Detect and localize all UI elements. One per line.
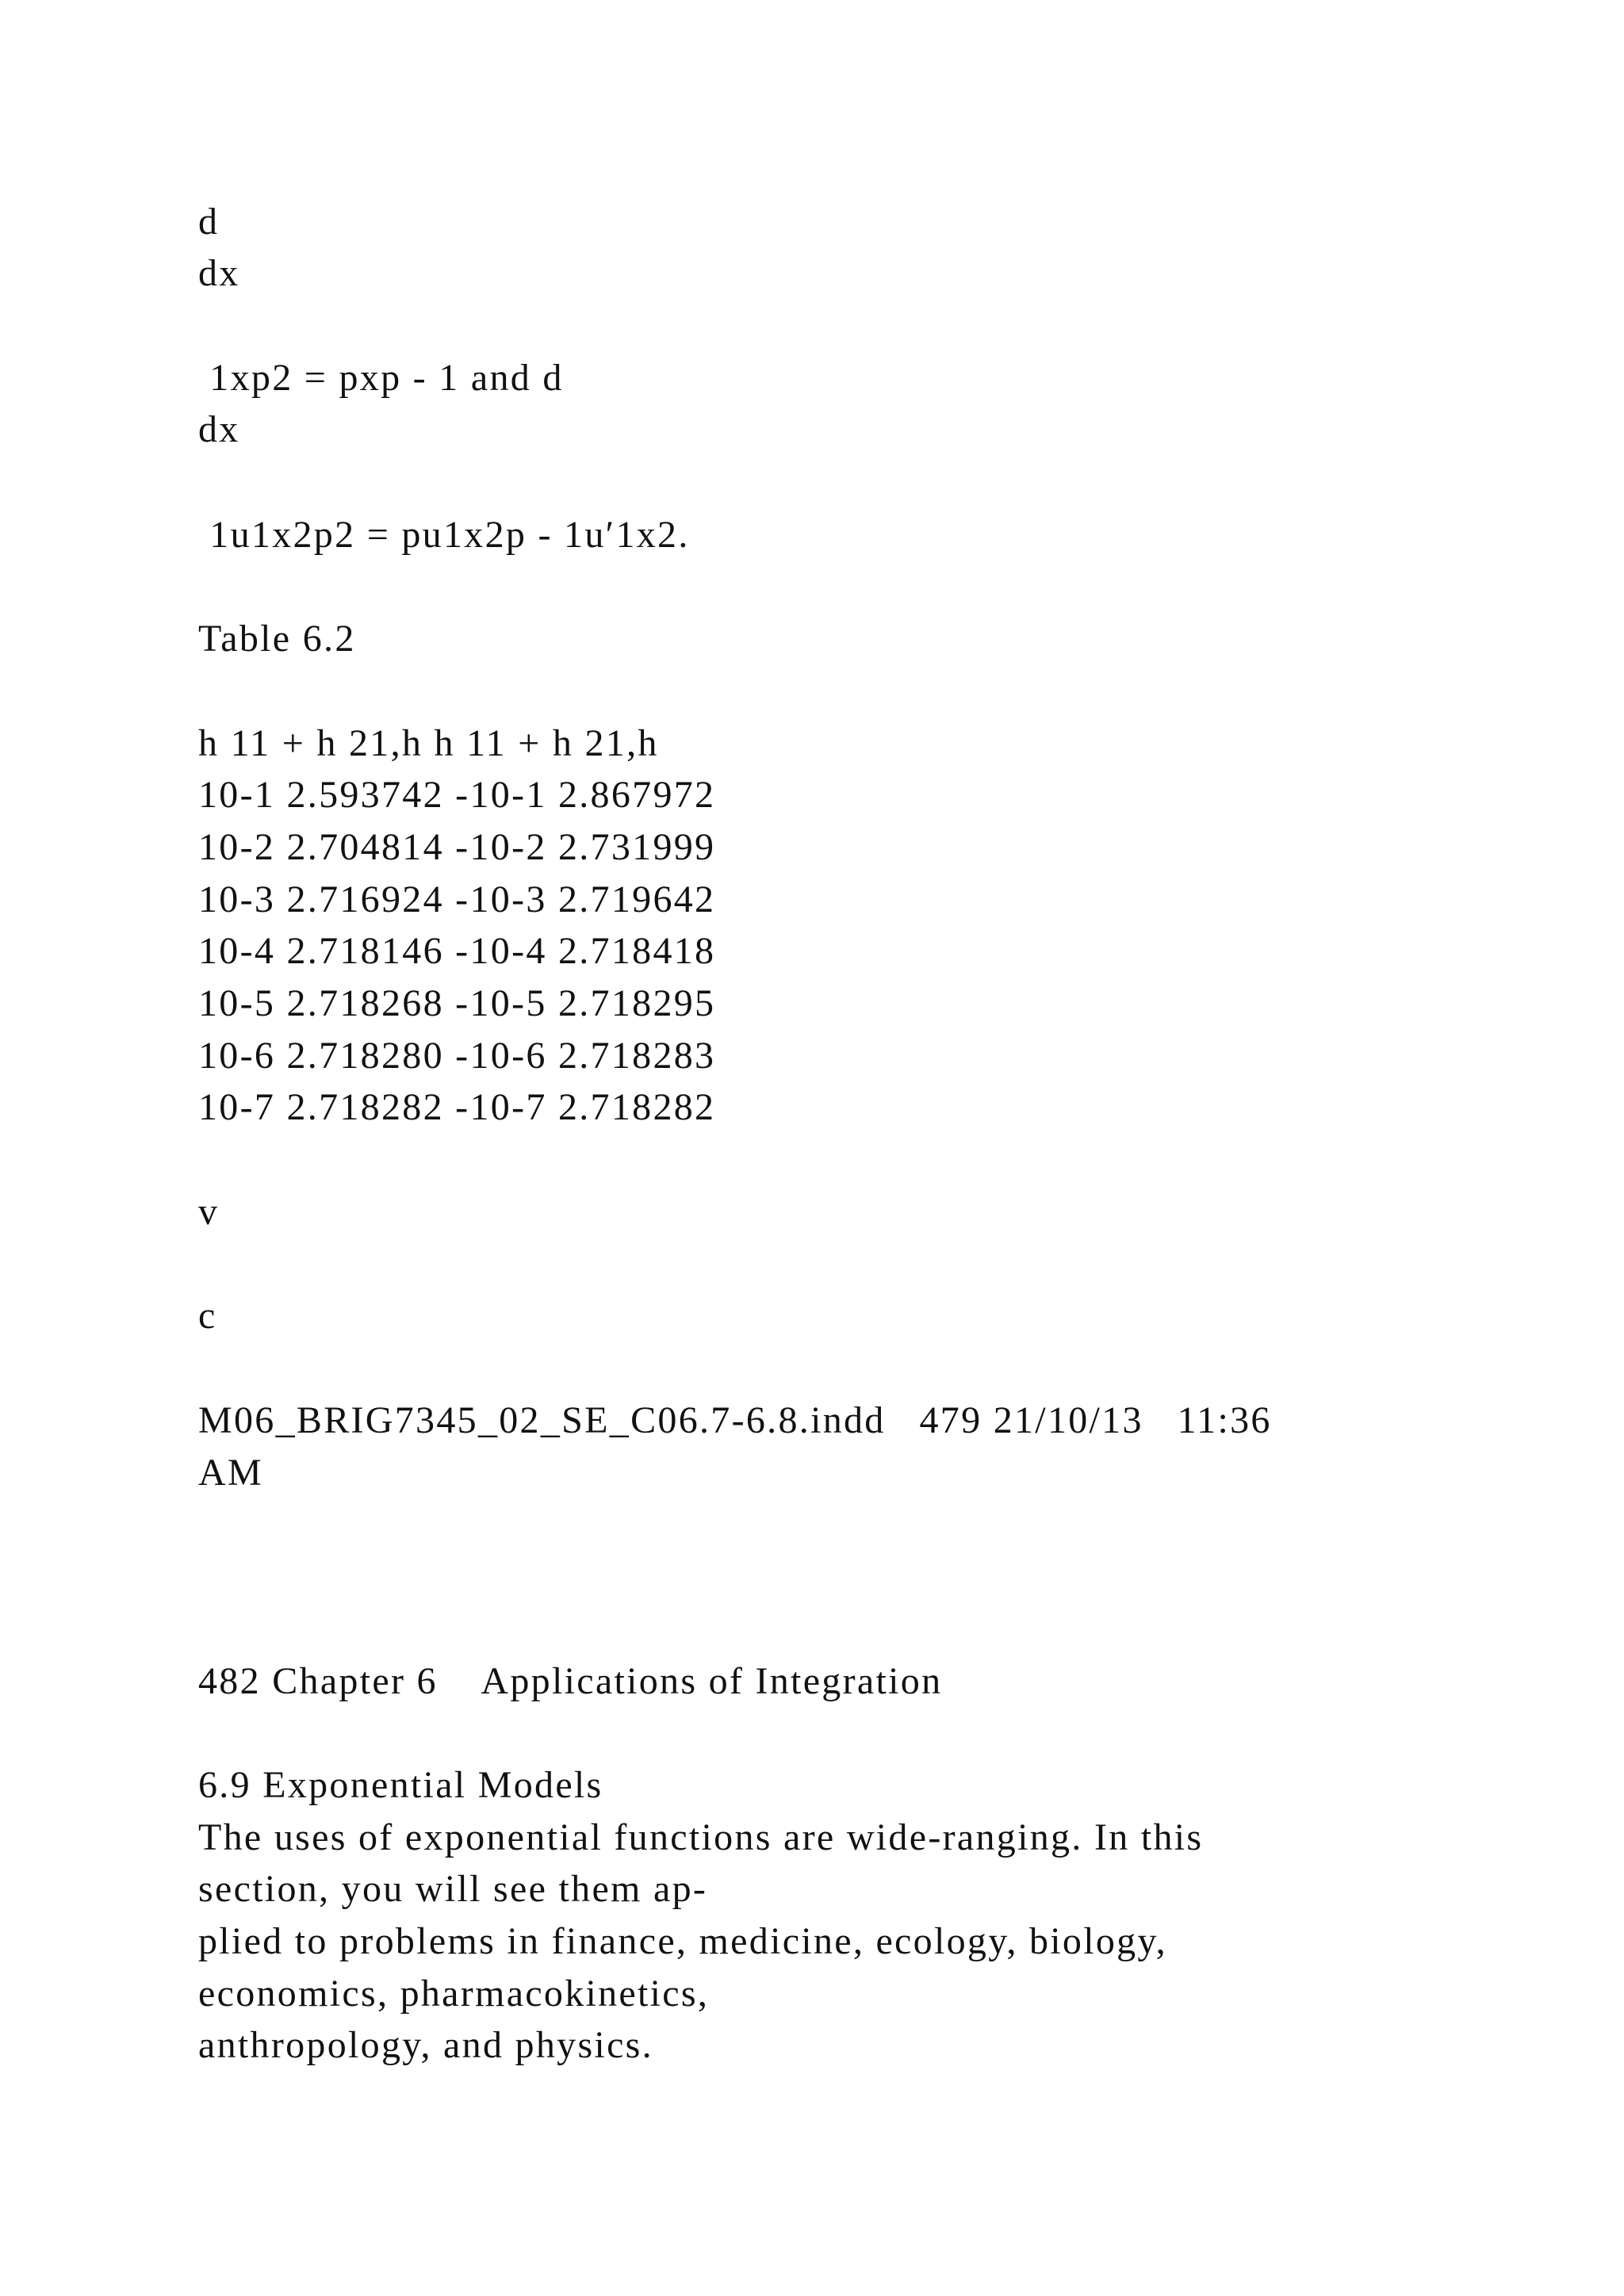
derivative-numerator-d: d xyxy=(198,201,220,243)
chain-rule-formula: 1u1x2p2 = pu1x2p - 1u′1x2. xyxy=(198,514,690,556)
table-row: 10-4 2.718146 -10-4 2.718418 xyxy=(198,930,716,972)
body-text-line: The uses of exponential functions are wide-ranging. In this xyxy=(198,1816,1204,1858)
table-row: 10-6 2.718280 -10-6 2.718283 xyxy=(198,1035,716,1077)
running-header: 482 Chapter 6 Applications of Integration xyxy=(198,1660,943,1702)
power-rule-formula: 1xp2 = pxp - 1 and d xyxy=(198,357,564,399)
derivative-denominator-dx-2: dx xyxy=(198,408,240,450)
table-row: 10-1 2.593742 -10-1 2.867972 xyxy=(198,774,716,816)
body-text-line: plied to problems in finance, medicine, ecology, biology, xyxy=(198,1920,1167,1962)
table-row: 10-2 2.704814 -10-2 2.731999 xyxy=(198,826,716,868)
stray-letter-c: c xyxy=(198,1295,217,1337)
stray-letter-v: v xyxy=(198,1191,220,1233)
body-text-line: economics, pharmacokinetics, xyxy=(198,1973,710,2015)
print-slug-line-continued: AM xyxy=(198,1452,263,1494)
table-row: 10-7 2.718282 -10-7 2.718282 xyxy=(198,1086,716,1128)
print-slug-line: M06_BRIG7345_02_SE_C06.7-6.8.indd 479 21/10/13 11:36 xyxy=(198,1399,1272,1441)
table-title: Table 6.2 xyxy=(198,618,356,660)
table-header: h 11 + h 21,h h 11 + h 21,h xyxy=(198,722,659,764)
section-heading: 6.9 Exponential Models xyxy=(198,1764,603,1806)
table-row: 10-3 2.716924 -10-3 2.719642 xyxy=(198,878,716,920)
body-text-line: section, you will see them ap- xyxy=(198,1868,708,1910)
body-text-line: anthropology, and physics. xyxy=(198,2024,653,2066)
derivative-denominator-dx: dx xyxy=(198,252,240,294)
table-row: 10-5 2.718268 -10-5 2.718295 xyxy=(198,982,716,1024)
